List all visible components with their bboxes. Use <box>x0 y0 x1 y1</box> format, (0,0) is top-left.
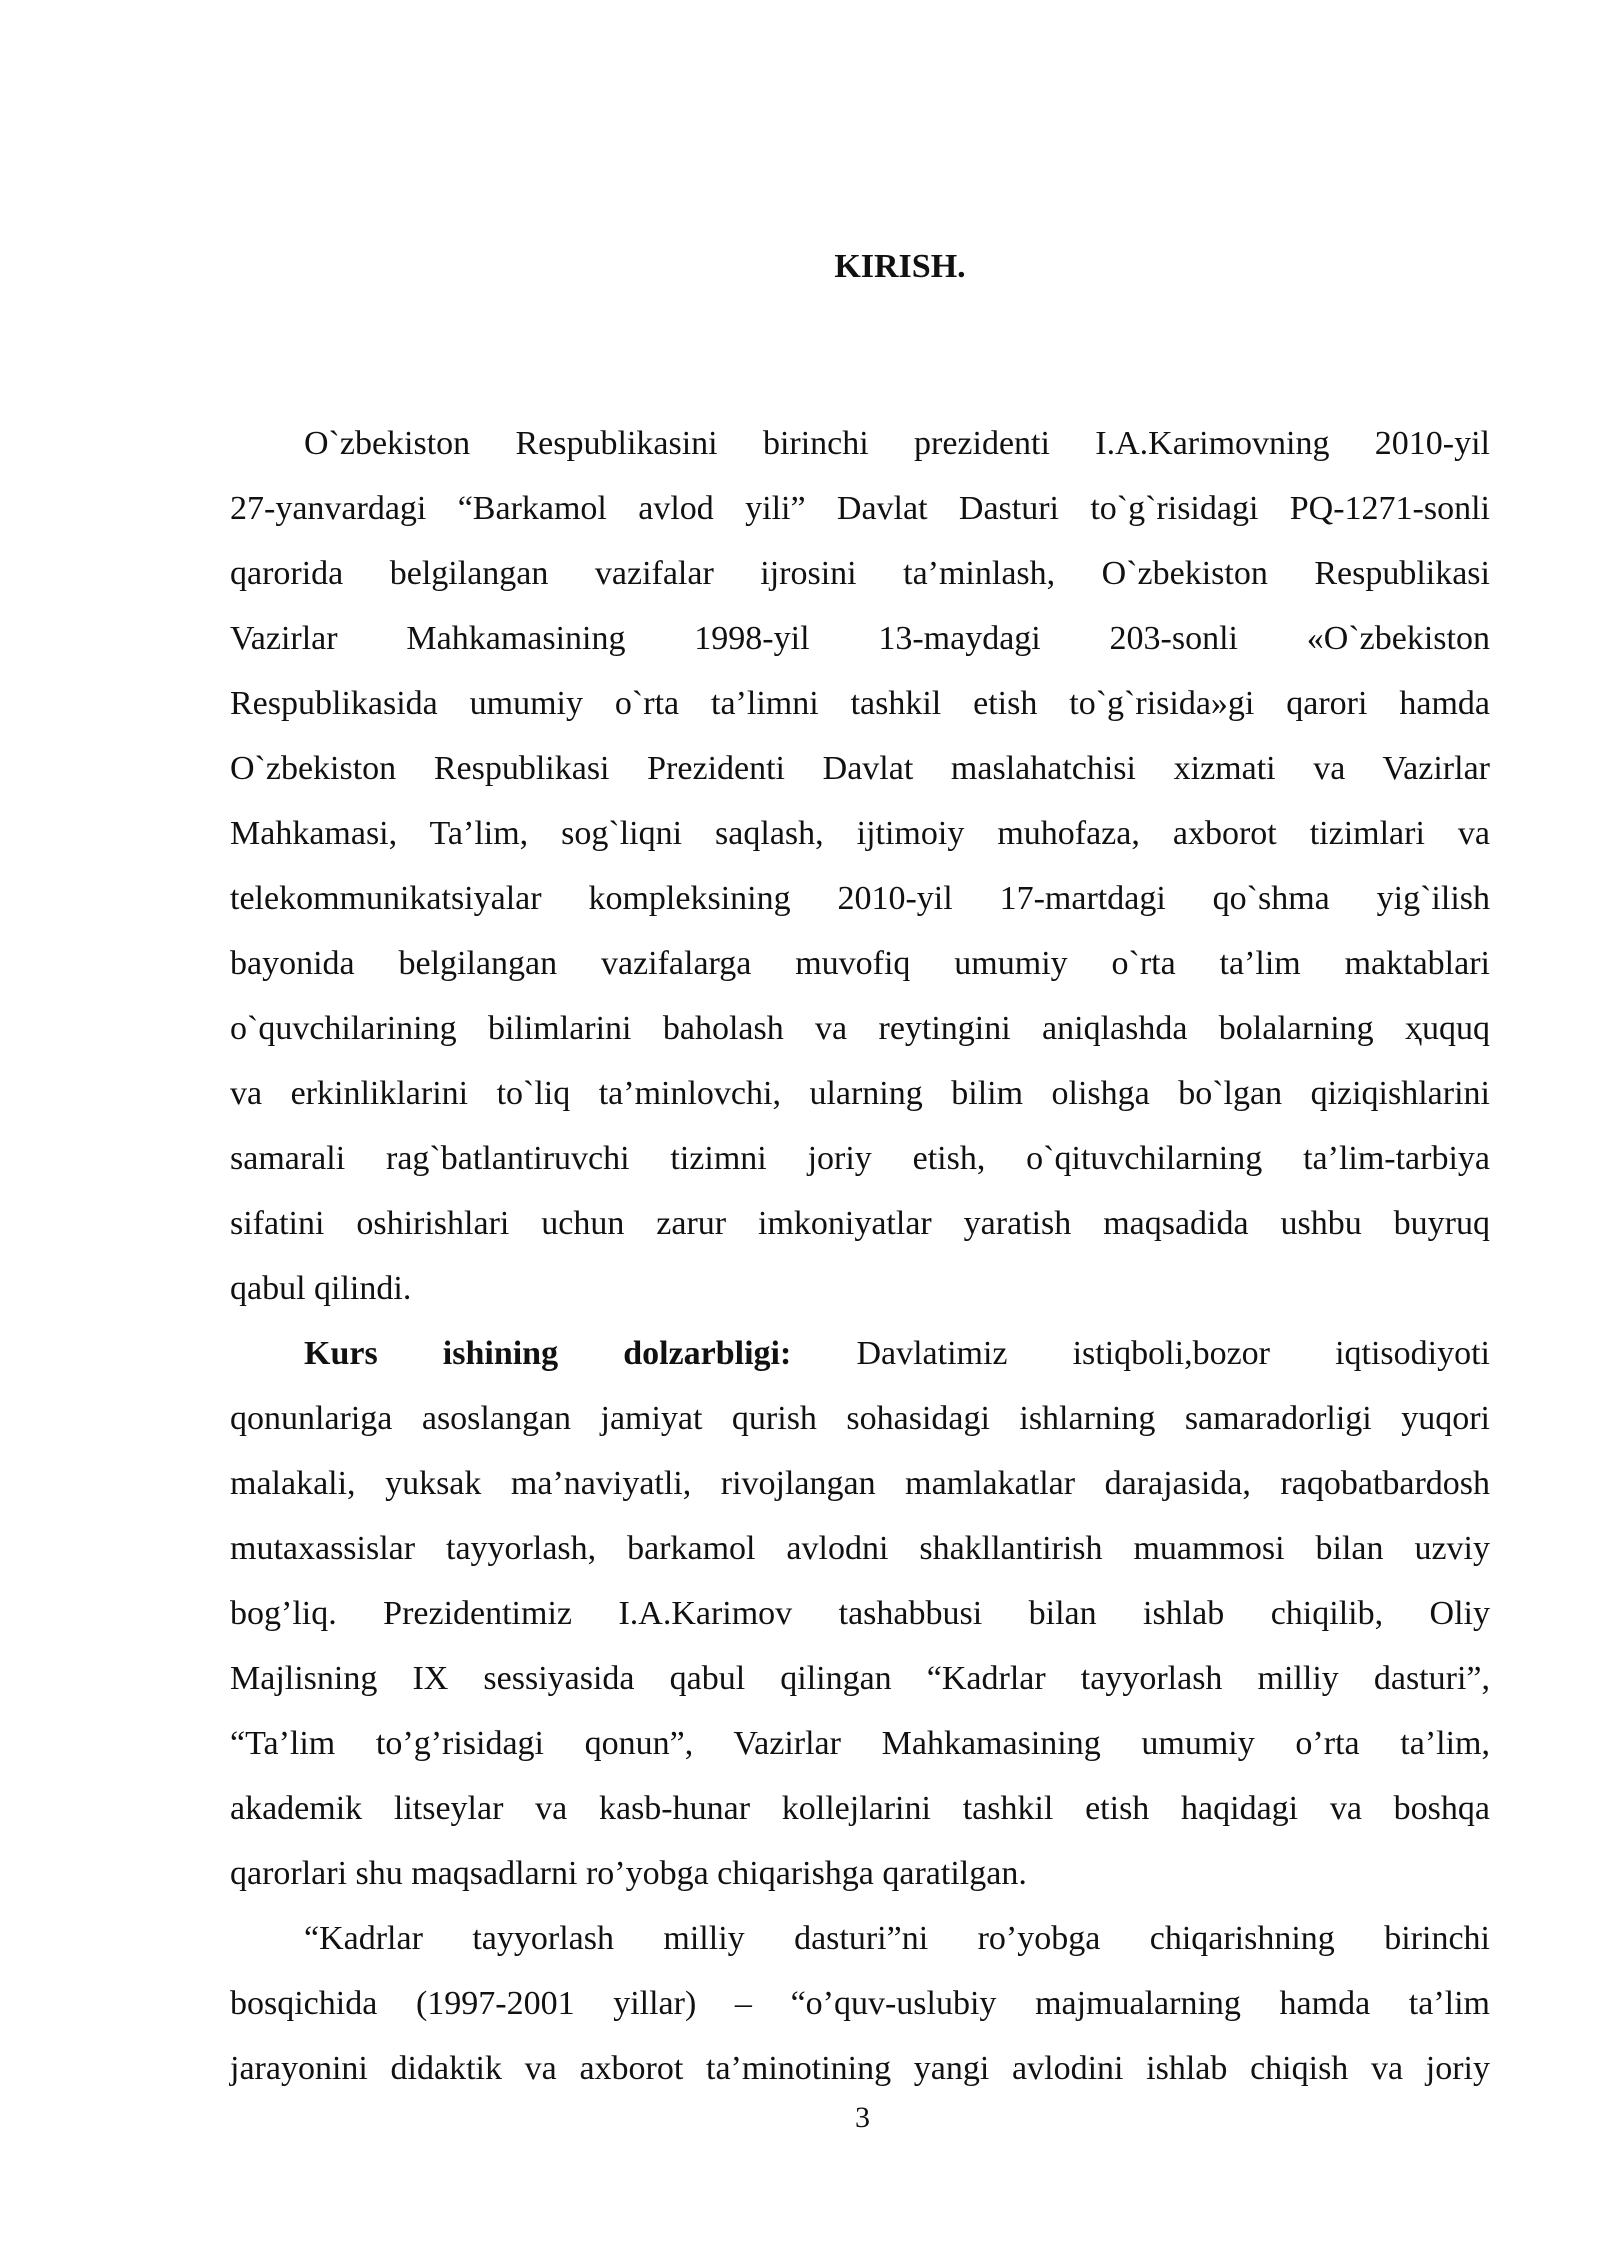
paragraph-line: bayonida belgilangan vazifalarga muvofiq umumiy o`rta ta’lim maktablari <box>230 945 1490 982</box>
paragraph-line: “Kadrlar tayyorlash milliy dasturi”ni ro’yobga chiqarishning birinchi <box>304 1920 1490 1957</box>
paragraph-line: telekommunikatsiyalar kompleksining 2010-yil 17-martdagi qo`shma yig`ilish <box>230 880 1490 917</box>
paragraph-line: qarorida belgilangan vazifalar ijrosini ta’minlash, O`zbekiston Respublikasi <box>230 555 1490 592</box>
paragraph-line: Mahkamasi, Ta’lim, sog`liqni saqlash, ijtimoiy muhofaza, axborot tizimlari va <box>230 815 1490 852</box>
paragraph-line: mutaxassislar tayyorlash, barkamol avlodni shakllantirish muammosi bilan uzviy <box>230 1530 1490 1567</box>
paragraph-line: jarayonini didaktik va axborot ta’minotining yangi avlodini ishlab chiqish va joriy <box>230 2050 1490 2087</box>
paragraph-line: bog’liq. Prezidentimiz I.A.Karimov tashabbusi bilan ishlab chiqilib, Oliy <box>230 1595 1490 1632</box>
paragraph-line: O`zbekiston Respublikasi Prezidenti Davlat maslahatchisi xizmati va Vazirlar <box>230 750 1490 787</box>
paragraph-line: qarorlari shu maqsadlarni ro’yobga chiqarishga qaratilgan. <box>230 1855 1027 1892</box>
paragraph-line: bosqichida (1997-2001 yillar) – “o’quv-uslubiy majmualarning hamda ta’lim <box>230 1985 1490 2022</box>
paragraph-line: qabul qilindi. <box>230 1270 412 1307</box>
paragraph-line: “Ta’lim to’g’risidagi qonun”, Vazirlar Mahkamasining umumiy o’rta ta’lim, <box>230 1725 1490 1762</box>
page-number: 3 <box>855 2101 870 2134</box>
paragraph-line: Majlisning IX sessiyasida qabul qilingan “Kadrlar tayyorlash milliy dasturi”, <box>230 1660 1490 1697</box>
paragraph-line: malakali, yuksak ma’naviyatli, rivojlangan mamlakatlar darajasida, raqobatbardosh <box>230 1465 1490 1502</box>
paragraph-line: akademik litseylar va kasb-hunar kollejlarini tashkil etish haqidagi va boshqa <box>230 1790 1490 1827</box>
paragraph-line: qonunlariga asoslangan jamiyat qurish sohasidagi ishlarning samaradorligi yuqori <box>230 1400 1490 1437</box>
paragraph-line: Respublikasida umumiy o`rta ta’limni tashkil etish to`g`risida»gi qarori hamda <box>230 685 1490 722</box>
paragraph-line: 27-yanvardagi “Barkamol avlod yili” Davlat Dasturi to`g`risidagi PQ-1271-sonli <box>230 490 1490 527</box>
paragraph-line: O`zbekiston Respublikasini birinchi prezidenti I.A.Karimovning 2010-yil <box>304 425 1490 462</box>
dolzarblik-line <box>304 1331 1490 1377</box>
paragraph-line: samarali rag`batlantiruvchi tizimni joriy etish, o`qituvchilarning ta’lim-tarbiya <box>230 1140 1490 1177</box>
paragraph-line-text: Davlatimiz istiqboli,bozor iqtisodiyoti <box>856 1335 1491 1372</box>
paragraph-line: va erkinliklarini to`liq ta’minlovchi, ularning bilim olishga bo`lgan qiziqishlarini <box>230 1075 1490 1112</box>
page-title: KIRISH. <box>834 248 966 285</box>
paragraph-line: sifatini oshirishlari uchun zarur imkoniyatlar yaratish maqsadida ushbu buyruq <box>230 1205 1490 1242</box>
paragraph-line: Vazirlar Mahkamasining 1998-yil 13-maydagi 203-sonli «O`zbekiston <box>230 620 1490 657</box>
dolzarblik-label: Kurs ishining dolzarbligi: <box>304 1335 792 1372</box>
paragraph-line: o`quvchilarining bilimlarini baholash va reytingini aniqlashda bolalarning ҳuquq <box>230 1010 1490 1047</box>
